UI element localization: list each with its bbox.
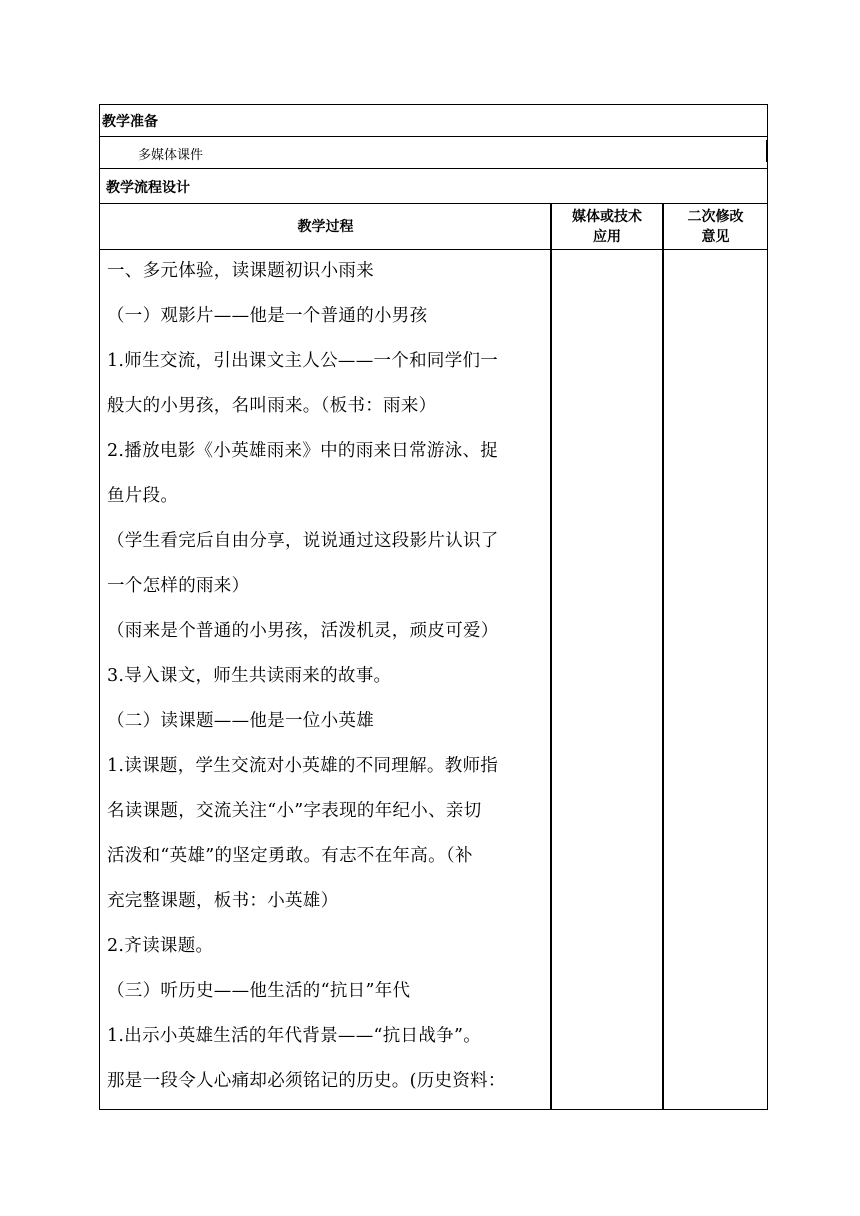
flow-design-row [100, 169, 767, 204]
process-line: 一个怎样的雨来） [107, 576, 250, 596]
process-line: 1.读课题，学生交流对小英雄的不同理解。教师指 [107, 756, 499, 776]
header-media-line1: 媒体或技术 [572, 208, 642, 225]
preparation-content: 多媒体课件 [138, 148, 204, 163]
process-line: 2.播放电影《小英雄雨来》中的雨来日常游泳、捉 [107, 441, 499, 461]
header-media-technology [551, 204, 663, 249]
process-line: 一、多元体验，读课题初识小雨来 [107, 261, 374, 281]
process-line: 1.出示小英雄生活的年代背景——“抗日战争”。 [107, 1026, 481, 1046]
header-revision-line2: 意见 [701, 228, 730, 245]
cell-divider [766, 140, 768, 162]
preparation-content-row [100, 137, 767, 169]
teaching-preparation-label: 教学准备 [102, 114, 158, 130]
process-line: 1.师生交流，引出课文主人公——一个和同学们一 [107, 351, 499, 371]
header-revision-line1: 二次修改 [687, 208, 744, 225]
column-header-row [100, 204, 767, 250]
process-line: （一）观影片——他是一个普通的小男孩 [107, 306, 428, 326]
process-line: 活泼和“英雄”的坚定勇敢。有志不在年高。（补 [107, 846, 473, 866]
header-revision-notes [663, 204, 768, 249]
process-line: 那是一段令人心痛却必须铭记的历史。(历史资料： [107, 1071, 506, 1091]
process-line: （三）听历史——他生活的“抗日”年代 [107, 981, 411, 1001]
process-line: 般大的小男孩，名叫雨来。（板书：雨来） [107, 396, 437, 416]
process-line: （二）读课题——他是一位小英雄 [107, 711, 374, 731]
header-teaching-process: 教学过程 [297, 218, 354, 235]
column-divider [550, 204, 552, 1109]
process-line: 鱼片段。 [107, 486, 179, 506]
process-line: （雨来是个普通的小男孩，活泼机灵，顽皮可爱） [107, 621, 499, 641]
process-line: 充完整课题，板书：小英雄） [107, 891, 339, 911]
process-line: 3.导入课文，师生共读雨来的故事。 [107, 666, 392, 686]
process-line: 2.齐读课题。 [107, 936, 214, 956]
lesson-plan-table [99, 104, 768, 1110]
column-divider [662, 204, 664, 1109]
header-media-line2: 应用 [593, 228, 621, 245]
process-line: 名读课题，交流关注“小”字表现的年纪小、亲切 [107, 801, 482, 821]
flow-design-label: 教学流程设计 [106, 180, 190, 196]
teaching-preparation-row [100, 105, 767, 137]
process-line: （学生看完后自由分享，说说通过这段影片认识了 [107, 531, 499, 551]
